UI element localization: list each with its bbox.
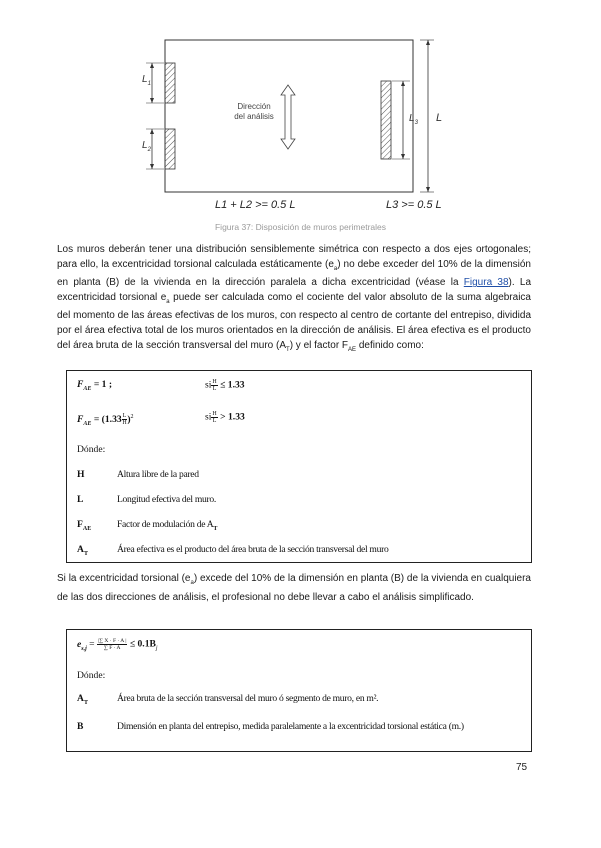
- wall-l2: [165, 129, 175, 169]
- wall-l3: [381, 81, 391, 159]
- direction-label-line2: del análisis: [234, 112, 274, 121]
- wall-l1: [165, 63, 175, 103]
- equation-fae-1: $F_{AE} = 1$ ; si $\frac{H}{L}$ ≤ 1.33: [77, 379, 245, 392]
- equation-fae-2: $F_{AE} = (1.33$ $\frac{L}{H}$ )$^2$ si $\frac{H}{L}$ > 1.33: [77, 411, 245, 428]
- page-number: 75: [516, 762, 528, 773]
- condition-left: L1 + L2 >= 0.5 L: [215, 199, 296, 211]
- formula-box-esj: $e_{s,j}$ = $\frac{|\sum X \cdot F \cdot A |}{\sum F \cdot A}$ ≤ $0.1B_j$ Dónde: $A_T$ Área bruta de la sección transversal del muro ó segmento de muro, en m². B Dimensión en planta del entrepiso, medida paralelamente a la excentricidad torsional estática (m.): [66, 629, 532, 752]
- donde-label: Dónde:: [77, 444, 106, 455]
- donde-label-2: Dónde:: [77, 670, 106, 681]
- plan-outline: [165, 40, 413, 192]
- paragraph-eccentricity: Si la excentricidad torsional $(e_a)$ excede del 10% de la dimensión en planta (B) de la vivienda en cualquiera de las dos direcciones de análisis, el profesional no debe llevar a cabo el análisis simplificado.: [57, 573, 531, 603]
- condition-right: L3 >= 0.5 L: [386, 199, 442, 211]
- formula-box-fae: $F_{AE} = 1$ ; si $\frac{H}{L}$ ≤ 1.33 $F_{AE} = (1.33$ $\frac{L}{H}$ )$^2$ si $\frac{H}{L}$ > 1.33 Dónde: H Altura libre de la pared L Longitud efectiva del muro. $F_{AE}$ Factor de modulación de $A_T$ $A_T$ Área efectiva es el producto del área bruta de la sección transversal del muro: [66, 370, 532, 563]
- label-l3: $L_3$: [409, 113, 418, 126]
- label-l1: $L_1$: [142, 74, 151, 87]
- figure-wall-layout: [120, 8, 480, 218]
- wall-layout-diagram: [120, 8, 480, 218]
- equation-esj: $e_{s,j}$ = $\frac{|\sum X \cdot F \cdot A |}{\sum F \cdot A}$ ≤ $0.1B_j$: [77, 638, 158, 652]
- label-l2: $L_2$: [142, 140, 151, 153]
- figure-caption: Figura 37: Disposición de muros perimetrales: [214, 222, 387, 232]
- figure-38-link[interactable]: Figura 38: [463, 277, 509, 289]
- direction-label-line1: Dirección: [237, 102, 271, 111]
- paragraph-symmetry: Los muros deberán tener una distribución sensiblemente simétrica con respecto a dos ejes ortogonales; para ello, la excentricidad torsional calculada estáticamente $(e_a)$ no debe exceder del 10% de la dimensión en planta (B) de la vivienda en la dirección paralela a dicha excentricidad (véase la Figura 38). La excentricidad torsional $e_a$ puede ser calculada como el cociente del valor absoluto de la suma algebraica del momento de las áreas efectivas de los muros, con respecto al centro de cortante del entrepiso, dividida por el área efectiva total de los muros orientados en la dirección de análisis. El área efectiva es el producto del área bruta de la sección transversal del muro $(A_T)$ y el factor $F_{AE}$ definido como:: [57, 244, 531, 353]
- direction-label: [224, 102, 284, 122]
- label-l: L: [436, 112, 443, 124]
